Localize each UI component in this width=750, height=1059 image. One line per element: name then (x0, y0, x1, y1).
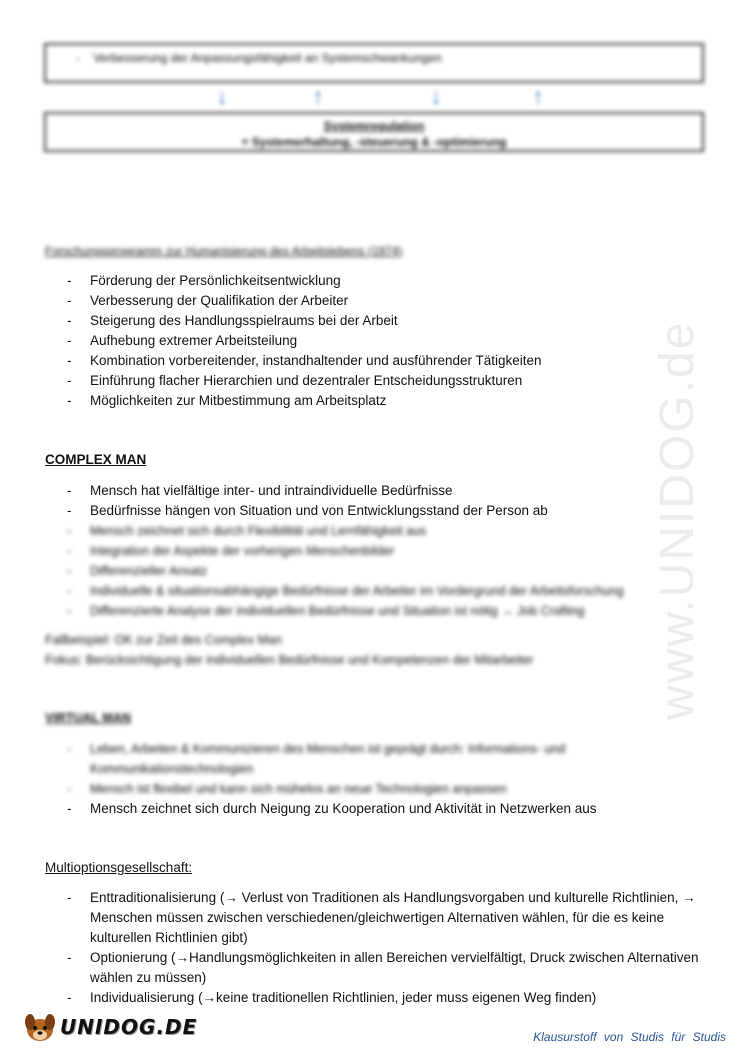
virtual-man-list-blurred (45, 739, 705, 799)
list-item: - Aufhebung extremer Arbeitsteilung (45, 331, 705, 351)
complex-man-title: COMPLEX MAN (45, 452, 147, 467)
complex-man-focus: Fokus: Berücksichtigung der individuellen Bedürfnisse und Kompetenzen der Mitarbeiter (45, 653, 534, 667)
complex-man-example: Fallbeispiel: OK zur Zeit des Complex Man (45, 633, 282, 647)
regulation-title: Systemregulation (323, 119, 425, 133)
list-item: - Kombination vorbereitender, instandhaltender und ausführender Tätigkeiten (45, 351, 705, 371)
arrow-up-icon: ↑ (312, 84, 324, 109)
unidog-logo (22, 1010, 197, 1044)
footer-tagline: Klausurstoff von Studis für Studis (533, 1030, 726, 1044)
list-item: - Mensch zeichnet sich durch Flexibilität und Lernfähigkeit aus (45, 521, 705, 541)
list-item: - Differenzierte Analyse der individuellen Bedürfnisse und Situation ist nötig → Job Crafting (45, 601, 705, 621)
list-item: - Steigerung des Handlungsspielraums bei der Arbeit (45, 311, 705, 331)
arrow-up-icon: ↑ (532, 84, 544, 109)
list-item: - Optionierung (→Handlungsmöglichkeiten in allen Bereichen vervielfältigt, Druck zwischen Alternativen wählen zu müssen) (45, 948, 705, 988)
list-item: - Leben, Arbeiten & Kommunizieren des Menschen ist geprägt durch: Informations- und Kommunikationstechnologien (45, 739, 705, 779)
top-box-item: - Verbesserung der Anpassungsfähigkeit an Systemschwankungen (76, 51, 442, 65)
list-item: - Einführung flacher Hierarchien und dezentraler Entscheidungsstrukturen (45, 371, 705, 391)
list-item: - Individualisierung (→keine traditionellen Richtlinien, jeder muss eigenen Weg finden) (45, 988, 705, 1008)
list-item: - Verbesserung der Qualifikation der Arbeiter (45, 291, 705, 311)
humanisierung-title: Forschungsprogramm zur Humanisierung des Arbeitslebens (1974) (45, 244, 403, 258)
list-item: - Förderung der Persönlichkeitsentwicklung (45, 271, 705, 291)
list-item: - Möglichkeiten zur Mitbestimmung am Arbeitsplatz (45, 391, 705, 411)
list-item: - Mensch zeichnet sich durch Neigung zu Kooperation und Aktivität in Netzwerken aus (45, 799, 705, 819)
virtual-man-list (45, 799, 705, 819)
list-item: - Individuelle & situationsabhängige Bedürfnisse der Arbeiter im Vordergrund der Arbeitsforschung (45, 581, 705, 601)
regulation-subtitle: = Systemerhaltung, -steuerung & -optimierung (241, 135, 507, 149)
list-item: - Mensch hat vielfältige inter- und intraindividuelle Bedürfnisse (45, 481, 705, 501)
regulation-box (44, 112, 704, 152)
top-box (44, 43, 704, 83)
watermark-text: www.UNIDOG.de (651, 320, 704, 720)
virtual-man-title: VIRTUAL MAN (45, 711, 131, 725)
list-item: - Bedürfnisse hängen von Situation und von Entwicklungsstand der Person ab (45, 501, 705, 521)
humanisierung-list (45, 271, 705, 411)
dog-icon (22, 1010, 58, 1044)
complex-man-list-blurred (45, 521, 705, 621)
complex-man-list (45, 481, 705, 521)
multioption-title: Multioptionsgesellschaft: (45, 860, 193, 875)
list-item: - Mensch ist flexibel und kann sich mühelos an neue Technologien anpassen (45, 779, 705, 799)
list-item: - Enttraditionalisierung (→ Verlust von Traditionen als Handlungsvorgaben und kulturelle Richtlinien, → Menschen müssen zwischen verschiedenen/gleichwertigen Alternativen wählen, für die es keine kulturellen Richtlinien gibt) (45, 888, 705, 948)
list-item: - Differenzieller Ansatz (45, 561, 705, 581)
multioption-list (45, 888, 705, 1008)
logo-text: UNIDOG.DE (60, 1015, 198, 1039)
arrow-down-icon: ↓ (216, 84, 228, 109)
arrow-down-icon: ↓ (430, 84, 442, 109)
list-item: - Integration der Aspekte der vorherigen Menschenbilder (45, 541, 705, 561)
